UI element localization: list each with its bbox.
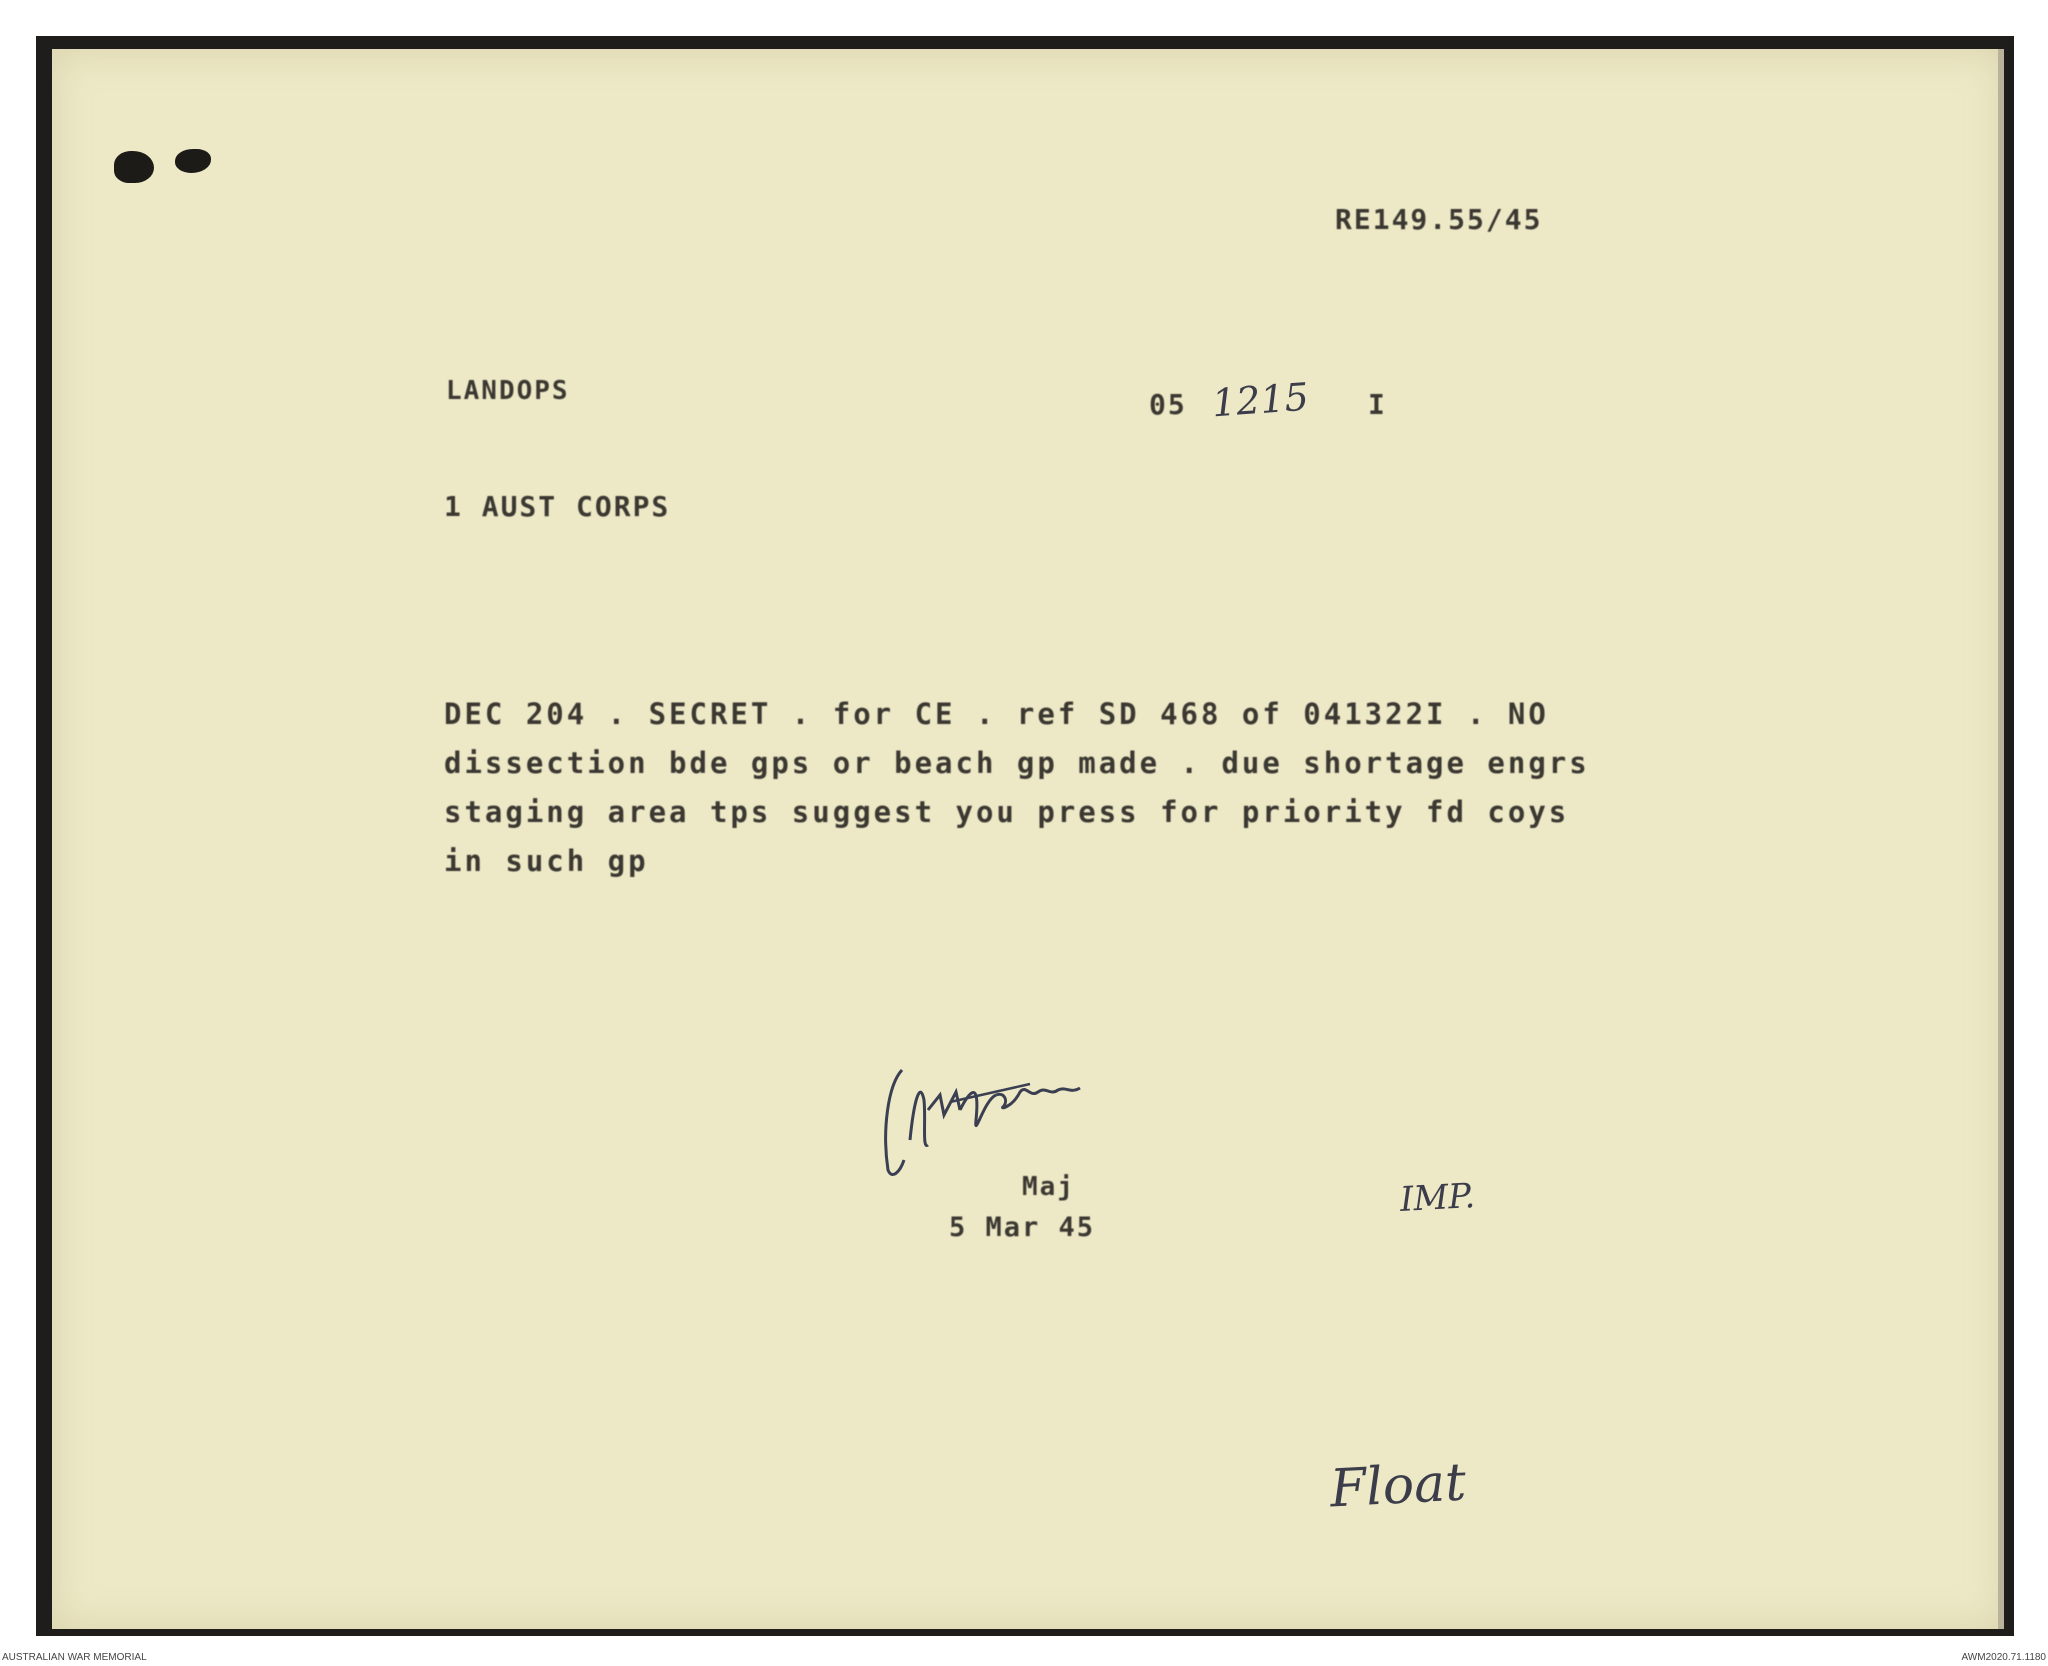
reference-number: RE149.55/45 bbox=[1335, 203, 1543, 236]
date-time-group-suffix: I bbox=[1368, 388, 1387, 421]
punch-hole-left bbox=[114, 151, 154, 183]
message-body bbox=[444, 690, 1764, 886]
footer-catalogue-number: AWM2020.71.1180 bbox=[1961, 1652, 2046, 1663]
date-time-group-typed: 05 bbox=[1149, 388, 1187, 421]
date-time-group-handwritten: 1215 bbox=[1210, 374, 1311, 426]
handwritten-signature bbox=[880, 1040, 1120, 1190]
message-line: staging area tps suggest you press for priority fd coys bbox=[444, 795, 1570, 829]
signatory-rank: Maj bbox=[1022, 1172, 1075, 1202]
originator: 1 AUST CORPS bbox=[444, 490, 671, 523]
handwritten-annotation-imp: IMP. bbox=[1399, 1176, 1477, 1220]
addressee: LANDOPS bbox=[446, 376, 570, 406]
message-line: DEC 204 . SECRET . for CE . ref SD 468 of 041322I . NO bbox=[444, 697, 1549, 731]
paper-edge bbox=[1998, 49, 2004, 1629]
message-line: dissection bde gps or beach gp made . due shortage engrs bbox=[444, 746, 1590, 780]
footer-institution: AUSTRALIAN WAR MEMORIAL bbox=[2, 1652, 147, 1663]
message-line: in such gp bbox=[444, 844, 649, 878]
handwritten-annotation-float: Float bbox=[1328, 1452, 1468, 1520]
document-date: 5 Mar 45 bbox=[949, 1212, 1096, 1243]
